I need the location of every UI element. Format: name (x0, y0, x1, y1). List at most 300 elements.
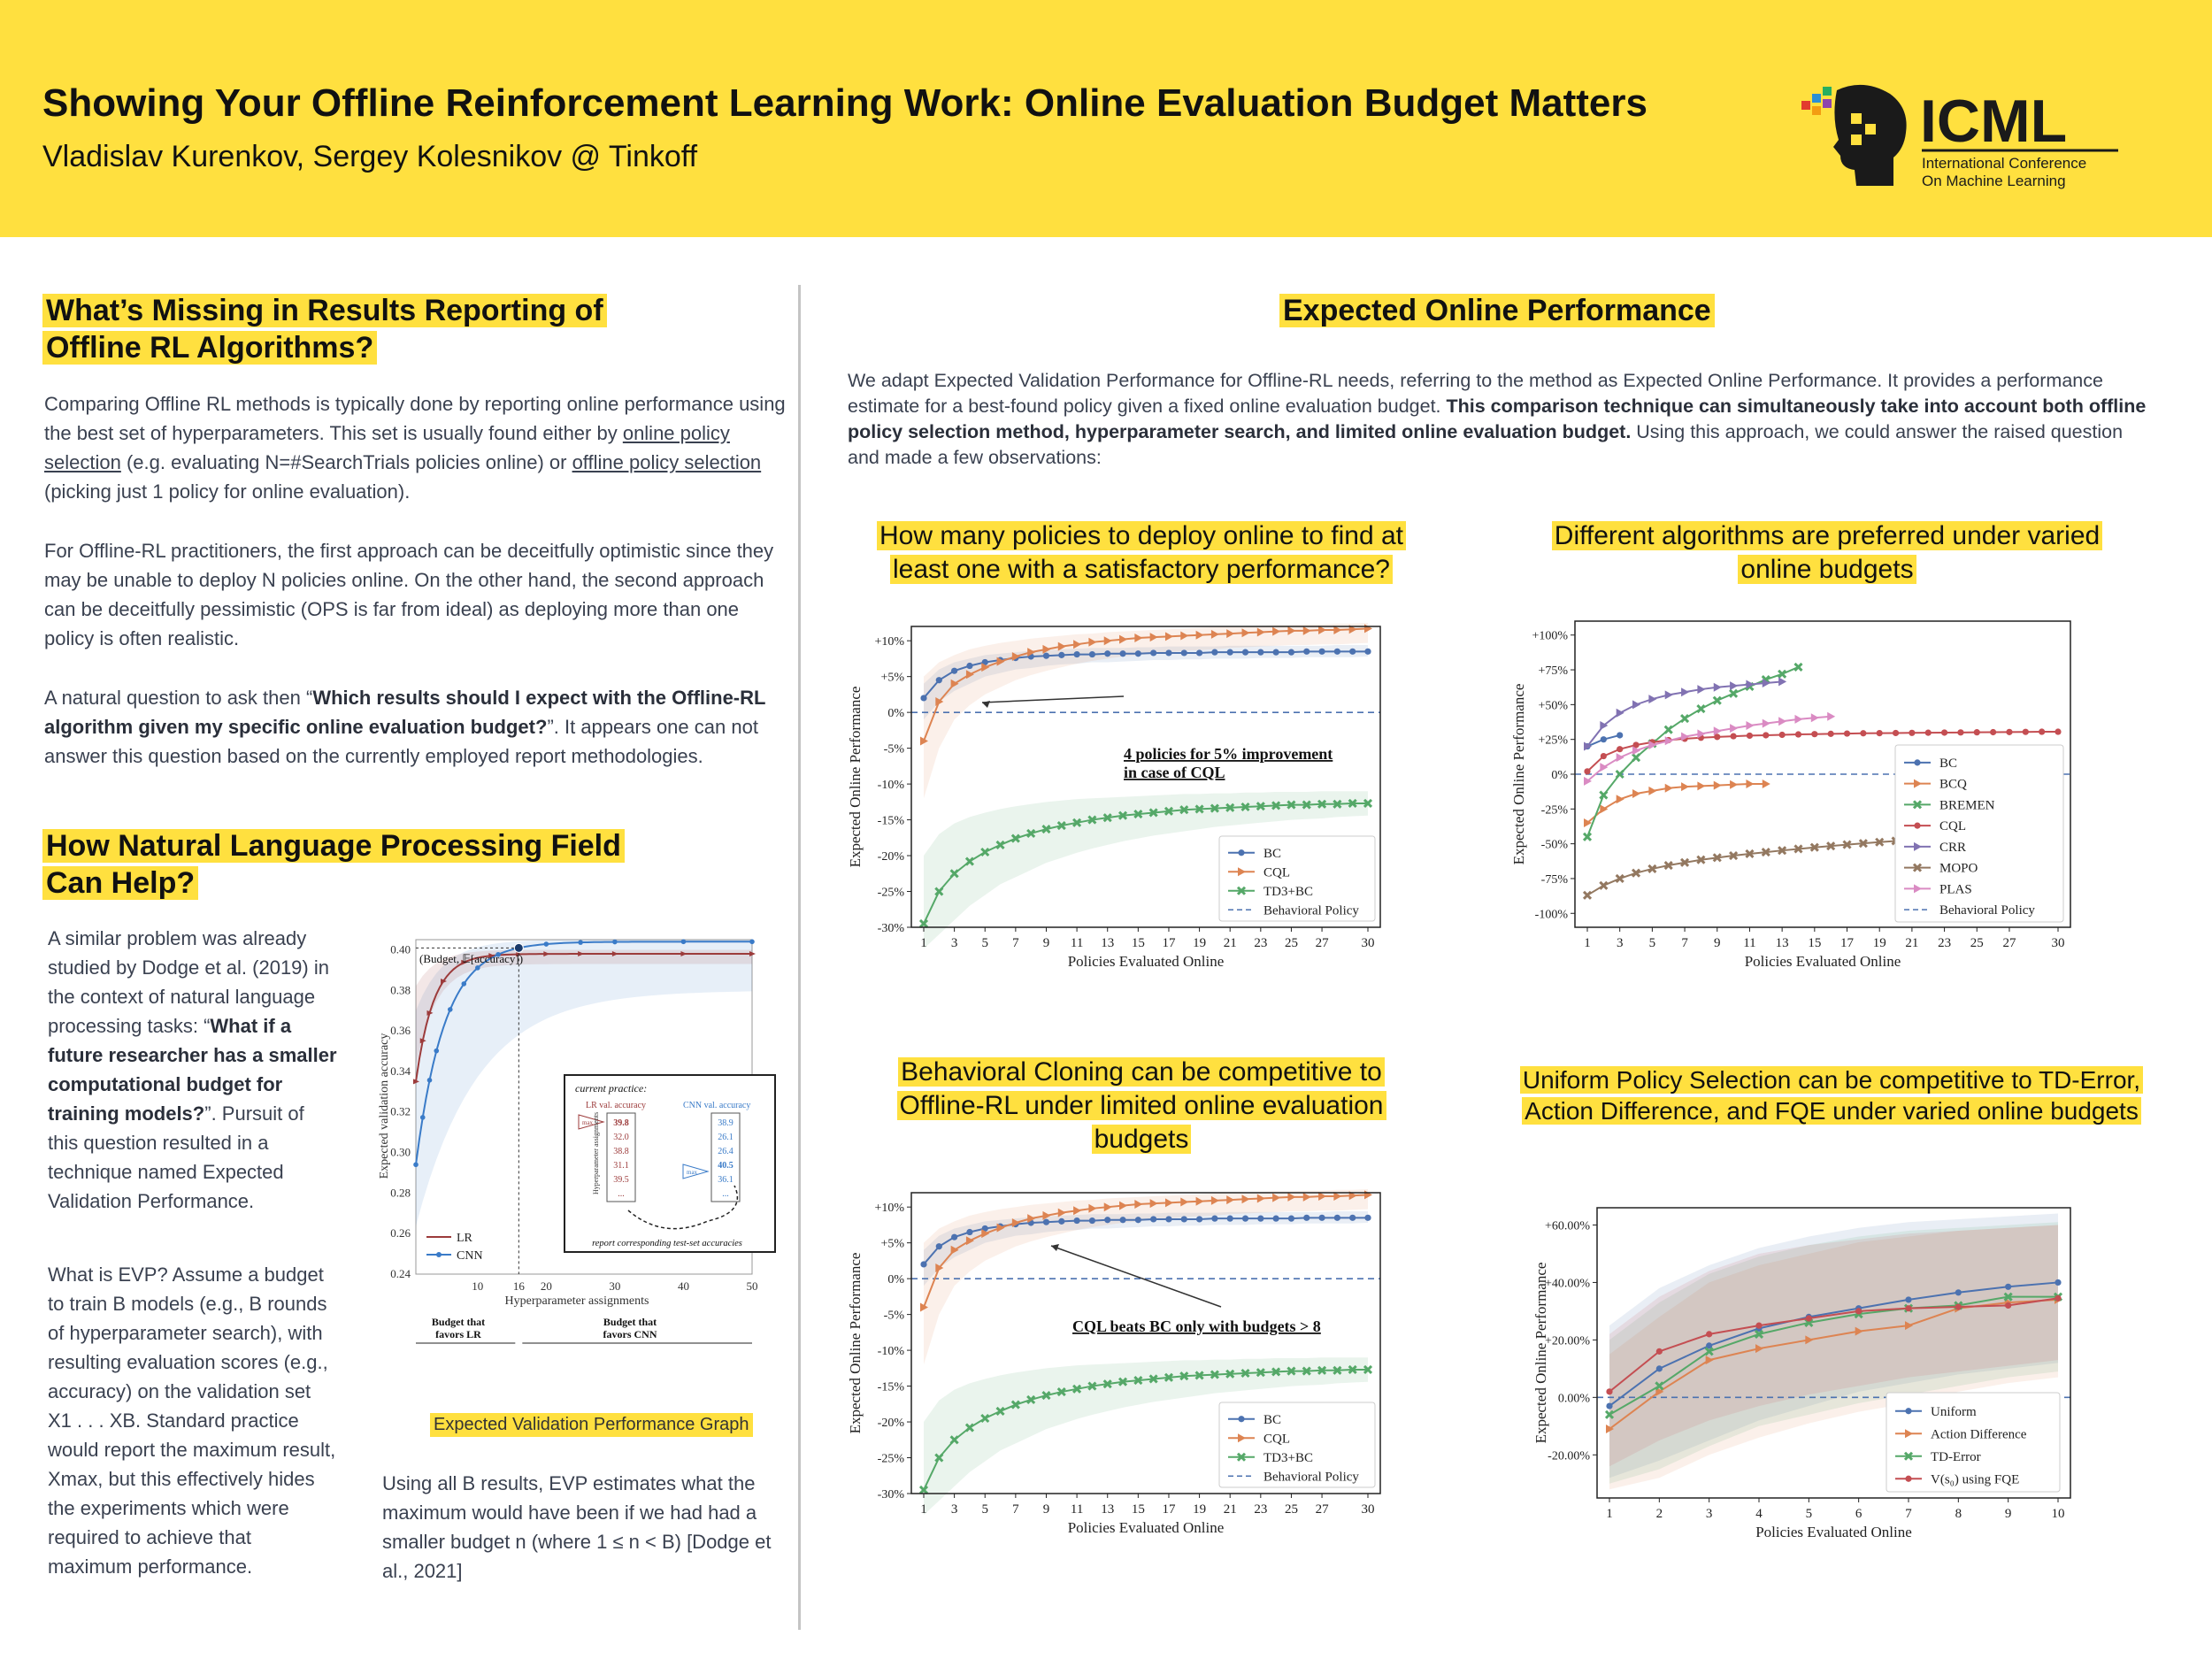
data-point (936, 1243, 942, 1249)
data-point (966, 1229, 972, 1235)
chart3-title-line2: Offline-RL under limited online evaluation (897, 1091, 1386, 1120)
logo-subtitle-2: On Machine Learning (1922, 173, 2066, 189)
legend-label: MOPO (1939, 861, 1978, 876)
evp-inset-side-label: Hyperparameter assignments (592, 1111, 600, 1194)
y-tick-label: -75% (1540, 872, 1568, 887)
data-point (2005, 1284, 2011, 1290)
chart-bc-vs-cql-svg (832, 1177, 1398, 1548)
data-point (1656, 1365, 1663, 1371)
legend-label: CRR (1939, 840, 1967, 855)
data-point (920, 695, 926, 701)
data-point (2005, 1302, 2011, 1309)
data-point (1905, 1296, 1911, 1302)
data-point (1364, 1215, 1371, 1221)
evp-inset-lr-header: LR val. accuracy (586, 1101, 647, 1110)
y-tick-label: -15% (877, 1380, 904, 1394)
evp-figure-svg (372, 929, 787, 1407)
data-point (966, 663, 972, 669)
evp-y-axis-label: Expected validation accuracy (378, 1033, 391, 1179)
legend-label: BC (1263, 846, 1282, 861)
x-tick-label: 3 (1705, 1507, 1713, 1521)
data-point (1181, 649, 1187, 656)
x-tick-label: 10 (2051, 1507, 2065, 1521)
x-tick-label: 9 (1042, 936, 1050, 950)
data-point (1089, 1217, 1095, 1224)
x-tick-label: 1 (1584, 936, 1591, 950)
legend-label: TD-Error (1931, 1449, 1981, 1464)
y-tick-label: +5% (880, 1237, 904, 1251)
x-tick-label: 11 (1070, 936, 1084, 950)
paragraph-text: ”. Pursuit of this question resulted in a technique named Expected Validation Performance. (48, 1102, 304, 1212)
evp-inset-lr-value: 38.8 (613, 1147, 629, 1156)
data-point (1349, 1215, 1356, 1221)
data-point (1811, 731, 1817, 737)
legend-label: CQL (1939, 819, 1966, 834)
chart-policy-selection-svg (1504, 1177, 2088, 1548)
data-point (1334, 1215, 1340, 1221)
data-point (1043, 653, 1049, 659)
data-point (2023, 729, 2029, 735)
data-point (1364, 649, 1371, 655)
y-tick-label: -30% (877, 1488, 904, 1502)
data-point (1318, 649, 1325, 655)
evp-cnn-point (434, 1048, 439, 1054)
x-tick-label: 9 (2004, 1507, 2012, 1521)
data-point (1043, 1219, 1049, 1225)
data-point (1877, 730, 1883, 736)
x-tick-label: 17 (1162, 1502, 1176, 1517)
x-tick-label: 5 (1648, 936, 1656, 950)
x-tick-label: 30 (2051, 936, 2065, 950)
y-tick-label: -10% (877, 1345, 904, 1359)
data-point (1211, 649, 1217, 656)
evp-cnn-point (475, 965, 480, 971)
data-point (1089, 651, 1095, 657)
data-point (1806, 1315, 1812, 1321)
paragraph-evp-estimate: Using all B results, EVP estimates what the maximum would have been if we had had a smaller budget n (where 1 ≤ n < B) [Dodge et al., 2021] (382, 1472, 772, 1582)
data-point (1181, 1216, 1187, 1222)
x-tick-label: 7 (1681, 936, 1688, 950)
x-tick-label: 30 (1361, 1502, 1375, 1517)
legend-marker (1905, 1476, 1911, 1482)
legend-box (1895, 745, 2063, 922)
logo-pixel (1865, 124, 1876, 134)
y-tick-label: -25% (877, 886, 904, 900)
data-point (2055, 1279, 2061, 1286)
evp-inset-lr-value: 39.5 (613, 1175, 629, 1185)
data-point (951, 668, 957, 674)
legend-label: BREMEN (1939, 798, 1995, 813)
x-tick-label: 23 (1938, 936, 1952, 950)
chart2-title-line1: Different algorithms are preferred under varied (1552, 521, 2102, 550)
x-tick-label: 15 (1808, 936, 1822, 950)
legend-label: BC (1263, 1412, 1282, 1427)
y-tick-label: 0.00% (1557, 1392, 1590, 1406)
annotation-text: 4 policies for 5% improvement (1124, 745, 1333, 763)
evp-inset-lr-value: 32.0 (613, 1133, 629, 1142)
data-point (1601, 736, 1607, 742)
evp-y-tick-label: 0.38 (390, 983, 411, 997)
data-point (1135, 1217, 1141, 1223)
data-point (1855, 1308, 1862, 1314)
evp-cnn-point (749, 939, 755, 944)
data-point (1795, 731, 1801, 737)
paragraph-text: (e.g. evaluating N=#SearchTrials policies online) or (120, 451, 572, 473)
data-point (1606, 1388, 1612, 1394)
evp-cnn-point (448, 1007, 453, 1012)
data-point (920, 1261, 926, 1267)
evp-y-tick-label: 0.30 (390, 1145, 411, 1159)
x-tick-label: 19 (1193, 936, 1207, 950)
data-point (1955, 1289, 1962, 1295)
paragraph-reporting (44, 389, 787, 506)
data-point (1242, 649, 1248, 656)
evp-y-tick-label: 0.32 (390, 1104, 411, 1118)
chart2-title-line2: online budgets (1738, 555, 1916, 584)
paragraph-text: ”. It appears one can not answer this question based on the currently employed report methodologies. (44, 716, 758, 767)
data-point (1905, 1305, 1911, 1311)
data-point (1828, 731, 1834, 737)
x-tick-label: 13 (1775, 936, 1789, 950)
x-tick-label: 7 (1012, 936, 1019, 950)
data-point (2039, 728, 2045, 734)
legend-label: Behavioral Policy (1263, 903, 1359, 918)
evp-cnn-point (578, 940, 583, 945)
legend-label: Behavioral Policy (1263, 1470, 1359, 1485)
x-tick-label: 17 (1840, 936, 1855, 950)
legend-marker (1905, 1408, 1911, 1414)
data-point (1706, 1331, 1712, 1337)
data-point (1135, 650, 1141, 657)
paragraph-text: (picking just 1 policy for online evaluation). (44, 480, 411, 503)
chart2-title (1504, 519, 2150, 587)
data-point (1779, 732, 1786, 738)
logo-pixel (1823, 99, 1832, 108)
chart4-title (1495, 1064, 2168, 1126)
x-tick-label: 7 (1012, 1502, 1019, 1517)
data-point (2055, 1295, 2061, 1302)
data-point (1844, 730, 1850, 736)
paragraph-bold: What if a future researcher has a smaller computational budget for training models? (48, 1015, 337, 1125)
evp-inset-cnn-value: 40.5 (718, 1161, 733, 1171)
evp-cnn-point (413, 1162, 419, 1167)
column-divider (798, 285, 801, 1630)
x-tick-label: 7 (1905, 1507, 1912, 1521)
evp-inset-max-label: max (582, 1119, 594, 1126)
data-point (1104, 650, 1110, 657)
y-axis-label: Expected Online Performance (1510, 683, 1527, 865)
annotation-text: in case of CQL (1124, 764, 1225, 781)
evp-y-tick-label: 0.40 (390, 942, 411, 956)
x-tick-label: 17 (1162, 936, 1176, 950)
evp-x-axis-label: Hyperparameter assignments (504, 1294, 649, 1308)
evp-x-tick-label: 10 (472, 1279, 484, 1293)
data-point (1211, 1216, 1217, 1222)
evp-inset-cnn-value: 38.9 (718, 1118, 733, 1128)
data-point (1196, 1216, 1202, 1222)
data-point (1273, 1216, 1279, 1222)
x-tick-label: 13 (1101, 1502, 1115, 1517)
data-point (1119, 650, 1125, 657)
data-point (1334, 649, 1340, 655)
paragraph-eop-intro (848, 368, 2148, 471)
evp-cnn-point (461, 981, 466, 987)
logo-pixel (1812, 106, 1821, 115)
evp-point-label: (Budget, 𝔼[accuracy]) (419, 952, 524, 965)
chart-algorithms-svg (1504, 611, 2088, 982)
chart1-title-line2: least one with a satisfactory performance? (890, 555, 1393, 584)
x-tick-label: 19 (1193, 1502, 1207, 1517)
y-tick-label: +60.00% (1544, 1219, 1590, 1233)
data-point (1288, 1216, 1294, 1222)
poster-header (0, 0, 2212, 237)
chart-bc-vs-cql (832, 1177, 1398, 1548)
data-point (1165, 649, 1171, 656)
legend-label: BCQ (1939, 777, 1967, 792)
y-tick-label: +40.00% (1544, 1277, 1590, 1291)
legend-label: PLAS (1939, 882, 1972, 897)
x-tick-label: 3 (950, 1502, 958, 1517)
y-tick-label: -25% (877, 1452, 904, 1466)
data-point (2006, 729, 2012, 735)
evp-y-tick-label: 0.34 (390, 1064, 411, 1078)
data-point (1074, 1217, 1080, 1224)
section-nlp-title-line2: Can Help? (42, 866, 198, 900)
data-point (1196, 649, 1202, 656)
x-tick-label: 11 (1070, 1502, 1084, 1517)
x-tick-label: 21 (1905, 936, 1919, 950)
evp-inset-cnn-header: CNN val. accuracy (683, 1101, 751, 1110)
x-tick-label: 25 (1284, 1502, 1298, 1517)
evp-legend-marker (436, 1252, 442, 1257)
data-point (1074, 651, 1080, 657)
x-tick-label: 27 (1315, 1502, 1329, 1517)
y-tick-label: -100% (1534, 908, 1568, 922)
x-tick-label: 1 (1606, 1507, 1613, 1521)
paragraph-text: We adapt Expected Validation Performance for Offline-RL needs, referring to the method as Expected Online Performance. It provides a performance estimate for a best-found policy given a fixed online evaluation budget. (848, 370, 2103, 417)
y-tick-label: -30% (877, 922, 904, 935)
x-tick-label: 6 (1855, 1507, 1863, 1521)
data-point (1617, 732, 1623, 738)
data-point (1104, 1217, 1110, 1223)
section-missing-title (42, 292, 607, 366)
chart-budget-policies-svg (832, 611, 1398, 982)
chart1-title-line1: How many policies to deploy online to find at (877, 521, 1406, 550)
y-tick-label: 0% (1551, 769, 1568, 782)
data-point (1288, 649, 1294, 656)
legend-marker (1238, 1416, 1244, 1422)
x-axis-label: Policies Evaluated Online (1067, 953, 1225, 970)
chart-algorithms (1504, 611, 2088, 982)
evp-inset-cnn-value: ... (722, 1189, 729, 1199)
y-tick-label: +100% (1532, 629, 1568, 643)
y-tick-label: -5% (883, 742, 904, 757)
legend-label: CQL (1263, 865, 1290, 880)
data-point (1349, 649, 1356, 655)
chart3-title (823, 1056, 1460, 1156)
evp-inset-cnn-value: 26.1 (718, 1133, 733, 1142)
x-tick-label: 2 (1655, 1507, 1663, 1521)
section-nlp-title (42, 827, 625, 902)
chart4-title-line2: Action Difference, and FQE under varied online budgets (1522, 1097, 2141, 1125)
data-point (1656, 1348, 1663, 1355)
paragraph-question (44, 683, 787, 771)
data-point (951, 1234, 957, 1240)
x-axis-label: Policies Evaluated Online (1755, 1524, 1912, 1540)
section-nlp-title-line1: How Natural Language Processing Field (42, 829, 625, 863)
online-policy-selection-link: online policy selection (44, 422, 730, 473)
legend-label: BC (1939, 756, 1958, 771)
evp-y-tick-label: 0.28 (390, 1186, 411, 1200)
legend-marker (1914, 823, 1920, 829)
data-point (1747, 733, 1753, 739)
y-tick-label: -20.00% (1548, 1449, 1590, 1463)
legend-label: Uniform (1931, 1404, 1977, 1419)
logo-pixel (1851, 113, 1862, 124)
data-point (1601, 753, 1607, 759)
x-tick-label: 30 (1361, 936, 1375, 950)
data-point (1925, 730, 1932, 736)
evp-favors-cnn-label: Budget that (603, 1316, 657, 1328)
y-tick-label: +5% (880, 671, 904, 685)
x-tick-label: 8 (1955, 1507, 1962, 1521)
evp-inset-cnn-value: 36.1 (718, 1175, 733, 1185)
evp-favors-lr-label: Budget that (431, 1316, 486, 1328)
legend-label: Behavioral Policy (1939, 903, 2035, 918)
evp-cnn-point (427, 1078, 433, 1083)
data-point (1763, 732, 1769, 738)
x-tick-label: 19 (1872, 936, 1886, 950)
logo-pixel (1851, 134, 1862, 145)
x-tick-label: 27 (2002, 936, 2016, 950)
logo-pixel (1823, 87, 1832, 96)
data-point (936, 677, 942, 683)
paragraph-text: A similar problem was already studied by Dodge et al. (2019) in the context of natural language processing tasks: “ (48, 927, 329, 1037)
logo-text: ICML (1920, 88, 2068, 155)
data-point (1318, 1215, 1325, 1221)
legend (1219, 836, 1375, 921)
evp-inset (565, 1075, 775, 1252)
y-tick-label: +10% (874, 1202, 904, 1216)
paragraph-text: Comparing Offline RL methods is typically done by reporting online performance using the best set of hyperparameters. This set is usually found either by (44, 393, 786, 444)
evp-figure (372, 929, 787, 1407)
legend (1895, 745, 2063, 922)
section-eop-title (1279, 292, 1715, 329)
data-point (1990, 729, 1996, 735)
x-tick-label: 23 (1254, 1502, 1268, 1517)
y-tick-label: -50% (1540, 838, 1568, 852)
y-tick-label: +25% (1538, 733, 1568, 748)
x-tick-label: 21 (1223, 1502, 1237, 1517)
section-eop-title-text: Expected Online Performance (1279, 294, 1715, 327)
x-tick-label: 5 (981, 936, 988, 950)
paragraph-what-is-evp: What is EVP? Assume a budget to train B models (e.g., B rounds of hyperparameter search), with resulting evaluation scores (e.g., accuracy) on the validation set X1 . . . XB. Standard practice would report the maximum result, Xmax, but this effectively hides the experiments which were required to achieve that maximum performance. (48, 1263, 336, 1578)
y-tick-label: -20% (877, 850, 904, 864)
logo-head-icon (1833, 85, 1907, 186)
data-point (1303, 1215, 1310, 1221)
logo-pixel (1801, 101, 1810, 110)
evp-inset-max-label: max (687, 1169, 698, 1176)
data-point (1257, 1216, 1263, 1222)
x-tick-label: 5 (981, 1502, 988, 1517)
evp-cnn-point (420, 1115, 426, 1120)
evp-x-tick-label: 40 (677, 1279, 689, 1293)
y-axis-label: Expected Online Performance (847, 1252, 864, 1434)
data-point (1303, 649, 1310, 655)
y-tick-label: -25% (1540, 803, 1568, 818)
x-tick-label: 5 (1805, 1507, 1813, 1521)
evp-inset-title: current practice: (575, 1082, 648, 1094)
x-tick-label: 9 (1714, 936, 1721, 950)
evp-legend-label: LR (457, 1232, 472, 1245)
logo-subtitle-1: International Conference (1922, 155, 2087, 172)
legend-label: CQL (1263, 1432, 1290, 1447)
data-point (1257, 649, 1263, 656)
x-tick-label: 25 (1970, 936, 1984, 950)
evp-cnn-point (544, 941, 549, 947)
y-tick-label: +75% (1538, 664, 1568, 679)
chart4-title-line1: Uniform Policy Selection can be competitive to TD-Error, (1520, 1066, 2143, 1094)
evp-caption: Expected Validation Performance Graph (430, 1413, 753, 1437)
legend (1886, 1393, 2060, 1492)
evp-x-tick-label: 30 (609, 1279, 621, 1293)
chart3-title-line1: Behavioral Cloning can be competitive to (898, 1057, 1385, 1087)
paragraph-bold: This comparison technique can simultaneously take into account both offline policy selection method, hyperparameter search, and limited online evaluation budget. (848, 396, 2147, 442)
data-point (1974, 729, 1980, 735)
y-tick-label: 0% (887, 1273, 904, 1287)
legend-marker (1238, 849, 1244, 856)
legend-label: TD3+BC (1263, 1450, 1313, 1465)
poster-title: Showing Your Offline Reinforcement Learning Work: Online Evaluation Budget Matters (42, 81, 1647, 125)
data-point (1150, 1216, 1156, 1222)
legend-label: Action Difference (1931, 1427, 2027, 1442)
evp-inset-lr-value: ... (618, 1189, 625, 1199)
paragraph-dodge (48, 924, 340, 1216)
evp-inset-lr-value: 39.8 (613, 1118, 629, 1128)
evp-y-tick-label: 0.36 (390, 1024, 411, 1038)
y-tick-label: -20% (877, 1417, 904, 1431)
data-point (1058, 652, 1064, 658)
section-missing-title-line2: Offline RL Algorithms? (42, 331, 377, 365)
data-point (1165, 1216, 1171, 1222)
x-tick-label: 9 (1042, 1502, 1050, 1517)
y-tick-label: +20.00% (1544, 1334, 1590, 1348)
data-point (1058, 1218, 1064, 1225)
data-point (1227, 649, 1233, 656)
y-tick-label: 0% (887, 707, 904, 721)
y-tick-label: -15% (877, 814, 904, 828)
x-tick-label: 25 (1284, 936, 1298, 950)
chart-policy-selection (1504, 1177, 2088, 1548)
x-axis-label: Policies Evaluated Online (1067, 1519, 1225, 1536)
y-tick-label: +50% (1538, 699, 1568, 713)
y-axis-label: Expected Online Performance (1532, 1262, 1549, 1444)
data-point (1909, 730, 1915, 736)
paragraph-text: Using this approach, we could answer the raised question and made a few observations: (848, 421, 2124, 468)
data-point (1941, 729, 1947, 735)
x-tick-label: 3 (1616, 936, 1624, 950)
data-point (1893, 730, 1899, 736)
evp-x-tick-label: 20 (540, 1279, 552, 1293)
data-point (1617, 746, 1623, 752)
data-point (2055, 728, 2061, 734)
data-point (1606, 1402, 1612, 1409)
data-point (1273, 649, 1279, 656)
data-point (1150, 649, 1156, 656)
data-point (1755, 1323, 1762, 1329)
legend-label: TD3+BC (1263, 884, 1313, 899)
data-point (1860, 730, 1866, 736)
